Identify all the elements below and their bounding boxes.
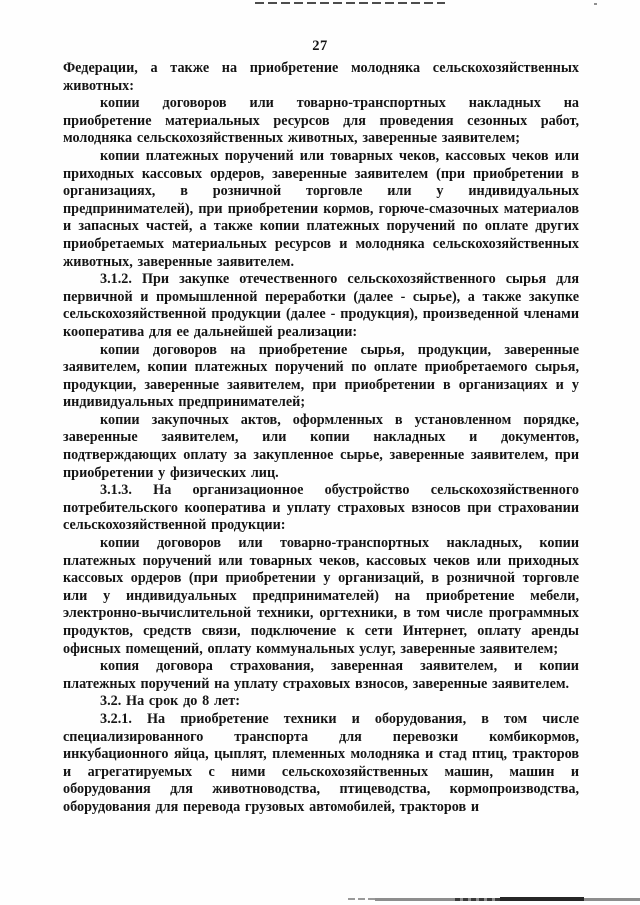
paragraph-payment-orders: копии платежных поручений или товарных чеков, кассовых чеков или приходных кассовых ордеров, заверенные заявителем (при приобретении в организациях, в розничной торговле или у индивидуальных предпринимателей), при приобретении кормов, горюче-смазочных материалов и запасных частей, а также копии платежных поручений по оплате других приобретаемых материальных ресурсов и молодняка сельскохозяйственных животных, заверенные заявителем. xyxy=(63,147,579,270)
paragraph-3-1-3: 3.1.3. На организационное обустройство сельскохозяйственного потребительского кооператива и уплату страховых взносов при страховании сельскохозяйственной продукции: xyxy=(63,482,579,534)
page-number: 27 xyxy=(312,38,328,54)
paragraph-copies-contracts: копии договоров или товарно-транспортных накладных на приобретение материальных ресурсов для проведения сезонных работ, молодняка сельскохозяйственных животных, заверенные заявителем; xyxy=(63,95,579,147)
paragraph-continuation: Федерации, а также на приобретение молодняка сельскохозяйственных животных: xyxy=(63,60,579,94)
paragraph-office-equipment: копии договоров или товарно-транспортных накладных, копии платежных поручений или товарных чеков, кассовых чеков или приходных кассовых ордеров (при приобретении у организаций, в розничной торговле или у индивидуальных предпринимателей) на приобретение мебели, электронно-вычислительной техники, оргтехники, в том числе программных продуктов, средств связи, подключение к сети Интернет, оплату аренды офисных помещений, оплату коммунальных услуг, заверенные заявителем; xyxy=(63,535,579,657)
paragraph-raw-material-contracts: копии договоров на приобретение сырья, продукции, заверенные заявителем, копии платежных поручений по оплате приобретаемого сырья, продукции, заверенные заявителем, при приобретении в организациях и у индивидуальных предпринимателей; xyxy=(63,341,579,411)
paragraph-purchase-acts: копии закупочных актов, оформленных в установленном порядке, заверенные заявителем, или копии накладных и документов, подтверждающих оплату за закупленное сырье, заверенные заявителем, при приобретении у физических лиц. xyxy=(63,411,579,481)
paragraph-3-2: 3.2. На срок до 8 лет: xyxy=(100,693,240,710)
document-text-block xyxy=(63,60,579,817)
scan-artifact-top-dot xyxy=(594,3,597,5)
paragraph-3-2-1: 3.2.1. На приобретение техники и оборудования, в том числе специализированного транспорта для перевозки комбикормов, инкубационного яйца, цыплят, племенных молодняка и стад птиц, тракторов и агрегатируемых с ними сельскохозяйственных машин, машин и оборудования для животноводства, птицеводства, кормопроизводства, оборудования для перевода грузовых автомобилей, тракторов и xyxy=(63,710,579,815)
paragraph-insurance-contract: копия договора страхования, заверенная заявителем, и копии платежных поручений на уплату страховых взносов, заверенные заявителем. xyxy=(63,658,579,692)
scan-artifact-top-line xyxy=(255,2,445,4)
scan-artifact-bottom-dark-segment xyxy=(500,897,584,901)
scan-artifact-bottom-dashes xyxy=(348,898,375,900)
scan-artifact-bottom-dark-dashes xyxy=(455,898,503,901)
paragraph-3-1-2: 3.1.2. При закупке отечественного сельскохозяйственного сырья для первичной и промышленной переработки (далее - сырье), а также закупке сельскохозяйственной продукции (далее - продукция), произведенной членами кооператива для ее дальнейшей реализации: xyxy=(63,271,579,340)
